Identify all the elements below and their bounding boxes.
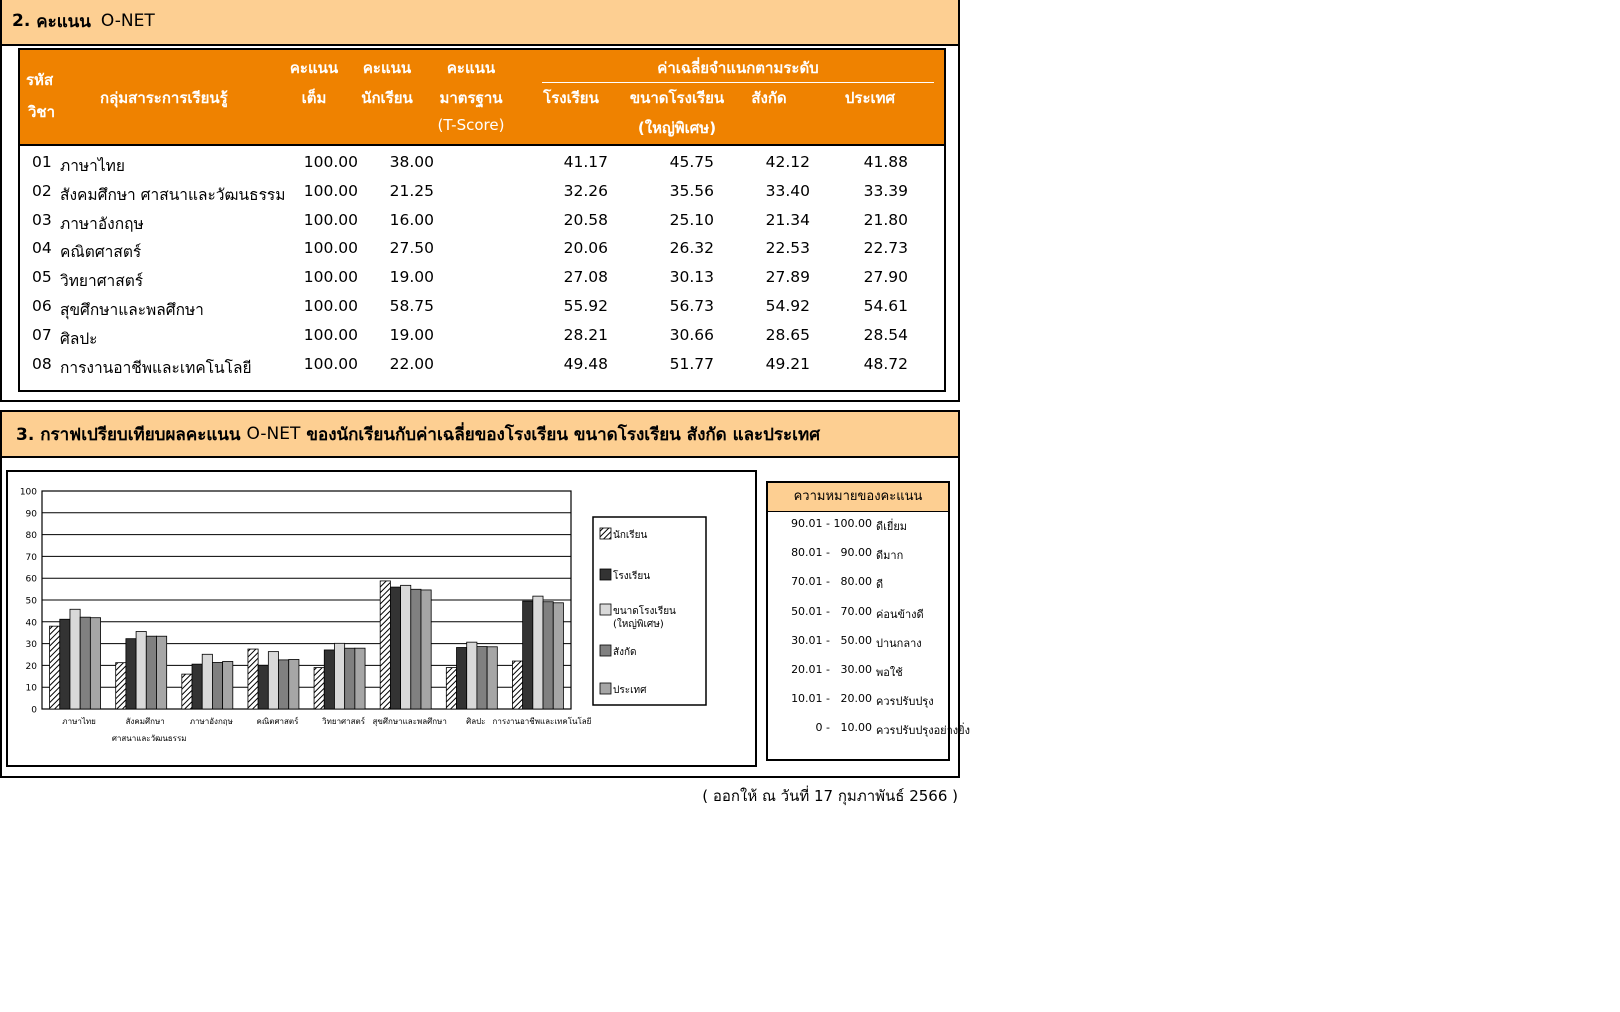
cell-size: 30.13 bbox=[669, 268, 714, 287]
bar-4-2 bbox=[223, 661, 233, 709]
section2-suffix: O-NET bbox=[100, 11, 155, 31]
table-row bbox=[20, 265, 944, 295]
category-label: ภาษาอังกฤษ bbox=[189, 717, 233, 726]
y-tick-label: 90 bbox=[25, 509, 37, 520]
cell-country: 54.61 bbox=[863, 297, 908, 315]
meaning-range: 0 - 10.00 bbox=[815, 721, 872, 735]
meaning-row bbox=[768, 630, 948, 654]
cell-code: 01 bbox=[32, 153, 52, 171]
legend-label: สังกัด bbox=[613, 647, 637, 658]
th-avg-group: ค่าเฉลี่ยจำแนกตามระดับ bbox=[657, 59, 819, 77]
section3-title-a: 3. กราฟเปรียบเทียบผลคะแนน bbox=[16, 424, 241, 445]
cell-school: 27.08 bbox=[563, 268, 608, 287]
meaning-row bbox=[768, 717, 970, 741]
cell-name: ศิลปะ bbox=[60, 329, 98, 348]
meaning-title: ความหมายของคะแนน bbox=[768, 483, 948, 512]
cell-name: คณิตศาสตร์ bbox=[60, 243, 142, 262]
bar-2-3 bbox=[268, 652, 278, 709]
cell-name: สุขศึกษาและพลศึกษา bbox=[60, 301, 204, 319]
y-tick-label: 70 bbox=[25, 552, 37, 563]
cell-country: 33.39 bbox=[863, 181, 908, 200]
cell-code: 02 bbox=[32, 181, 52, 200]
cell-school: 32.26 bbox=[563, 181, 608, 200]
y-tick-label: 30 bbox=[25, 640, 37, 651]
cell-full: 100.00 bbox=[303, 325, 358, 344]
cell-code: 06 bbox=[32, 297, 52, 315]
cell-school: 20.06 bbox=[563, 239, 608, 258]
cell-country: 41.88 bbox=[863, 153, 908, 171]
cell-name: สังคมศึกษา ศาสนาและวัฒนธรรม bbox=[60, 185, 286, 204]
meaning-row bbox=[768, 688, 948, 712]
bar-3-3 bbox=[279, 660, 289, 709]
legend-swatch bbox=[600, 569, 611, 580]
th-tscore-1: คะแนน bbox=[446, 59, 496, 77]
issued-date: ( ออกให้ ณ วันที่ 17 กุมภาพันธ์ 2566 ) bbox=[702, 787, 958, 805]
meaning-label: ดี bbox=[876, 578, 884, 592]
bar-4-0 bbox=[90, 618, 100, 709]
cell-code: 03 bbox=[32, 210, 52, 229]
bar-2-0 bbox=[70, 609, 80, 709]
cell-full: 100.00 bbox=[303, 354, 358, 373]
bar-1-7 bbox=[523, 601, 533, 709]
cell-student: 27.50 bbox=[389, 239, 434, 258]
bar-2-4 bbox=[334, 643, 344, 709]
y-tick-label: 10 bbox=[25, 683, 37, 694]
meaning-label: พอใช้ bbox=[876, 666, 903, 679]
y-tick-label: 50 bbox=[25, 596, 37, 607]
th-tscore-3: (T-Score) bbox=[437, 116, 505, 134]
meaning-row bbox=[768, 571, 948, 595]
category-label: ภาษาไทย bbox=[62, 717, 96, 726]
legend-label: (ใหญ่พิเศษ) bbox=[613, 619, 664, 630]
bar-0-6 bbox=[446, 668, 456, 709]
cell-name: การงานอาชีพและเทคโนโลยี bbox=[60, 358, 252, 377]
bar-2-1 bbox=[136, 631, 146, 709]
meaning-range: 20.01 - 30.00 bbox=[791, 663, 872, 676]
meaning-range: 30.01 - 50.00 bbox=[791, 633, 872, 647]
cell-size: 45.75 bbox=[669, 153, 714, 171]
bar-0-5 bbox=[380, 581, 390, 709]
cell-name: ภาษาไทย bbox=[60, 157, 125, 175]
meaning-label: ดีมาก bbox=[876, 549, 904, 563]
y-tick-label: 100 bbox=[19, 487, 37, 498]
legend-swatch bbox=[600, 683, 611, 694]
section2-header bbox=[2, 0, 958, 46]
bar-3-5 bbox=[411, 589, 421, 709]
bar-0-7 bbox=[512, 661, 522, 709]
cell-code: 05 bbox=[32, 268, 52, 287]
bar-0-0 bbox=[50, 626, 60, 709]
score-table bbox=[18, 48, 946, 392]
cell-name: วิทยาศาสตร์ bbox=[60, 272, 144, 291]
table-row bbox=[20, 352, 944, 382]
bar-1-5 bbox=[390, 587, 400, 709]
bar-3-7 bbox=[543, 602, 553, 709]
bar-3-1 bbox=[146, 636, 156, 709]
bar-4-1 bbox=[156, 636, 166, 709]
meaning-range: 10.01 - 20.00 bbox=[791, 692, 872, 706]
meaning-row bbox=[768, 601, 948, 625]
bar-0-2 bbox=[182, 674, 192, 709]
cell-student: 19.00 bbox=[389, 268, 434, 287]
bar-3-0 bbox=[80, 617, 90, 709]
meaning-label: ควรปรับปรุง bbox=[876, 695, 934, 709]
y-tick-label: 0 bbox=[31, 705, 37, 716]
th-school: โรงเรียน bbox=[543, 89, 599, 107]
bar-1-3 bbox=[258, 665, 268, 709]
cell-school: 55.92 bbox=[563, 297, 608, 315]
cell-country: 27.90 bbox=[863, 268, 908, 287]
section2-num: 2. bbox=[12, 11, 31, 31]
cell-school: 49.48 bbox=[563, 354, 608, 373]
bar-3-4 bbox=[345, 648, 355, 709]
cell-size: 26.32 bbox=[669, 239, 714, 258]
cell-full: 100.00 bbox=[303, 268, 358, 287]
cell-full: 100.00 bbox=[303, 210, 358, 229]
category-label: วิทยาศาสตร์ bbox=[322, 717, 366, 726]
bar-0-3 bbox=[248, 649, 258, 709]
cell-country: 28.54 bbox=[863, 325, 908, 344]
meaning-range: 90.01 - 100.00 bbox=[791, 517, 872, 530]
table-row bbox=[20, 294, 944, 324]
table-row bbox=[20, 150, 944, 180]
cell-size: 56.73 bbox=[669, 297, 714, 315]
y-tick-label: 80 bbox=[25, 531, 37, 542]
legend-swatch bbox=[600, 604, 611, 615]
table-header bbox=[20, 50, 944, 146]
y-tick-label: 60 bbox=[25, 574, 37, 585]
legend-swatch bbox=[600, 645, 611, 656]
cell-affiliation: 42.12 bbox=[765, 153, 810, 171]
th-student-2: นักเรียน bbox=[361, 89, 413, 107]
cell-school: 20.58 bbox=[563, 210, 608, 229]
bar-1-1 bbox=[126, 639, 136, 709]
cell-code: 08 bbox=[32, 354, 52, 373]
legend-label: ประเทศ bbox=[613, 685, 647, 696]
th-size-1: ขนาดโรงเรียน bbox=[629, 89, 725, 107]
cell-student: 38.00 bbox=[389, 153, 434, 171]
bar-2-6 bbox=[467, 642, 477, 709]
cell-size: 51.77 bbox=[669, 354, 714, 373]
th-full-1: คะแนน bbox=[289, 59, 339, 77]
bar-0-1 bbox=[116, 663, 126, 709]
bar-1-2 bbox=[192, 664, 202, 709]
bar-1-0 bbox=[60, 619, 70, 709]
chart-svg bbox=[8, 472, 755, 765]
cell-full: 100.00 bbox=[303, 297, 358, 315]
category-label: ศาสนาและวัฒนธรรม bbox=[111, 734, 187, 743]
th-full-2: เต็ม bbox=[301, 89, 327, 107]
th-student-1: คะแนน bbox=[362, 59, 412, 77]
meaning-label: ควรปรับปรุงอย่างยิ่ง bbox=[876, 724, 970, 738]
category-label: คณิตศาสตร์ bbox=[256, 717, 299, 726]
table-row bbox=[20, 179, 944, 209]
cell-affiliation: 33.40 bbox=[765, 181, 810, 200]
cell-affiliation: 28.65 bbox=[765, 325, 810, 344]
section3-title-b: O-NET bbox=[246, 424, 301, 444]
meaning-row bbox=[768, 542, 948, 566]
cell-country: 21.80 bbox=[863, 210, 908, 229]
bar-chart bbox=[6, 470, 757, 767]
legend-label: โรงเรียน bbox=[613, 571, 651, 582]
section3-title-c: ของนักเรียนกับค่าเฉลี่ยของโรงเรียน ขนาดโรงเรียน สังกัด และประเทศ bbox=[306, 424, 820, 445]
cell-code: 04 bbox=[32, 239, 52, 258]
th-affiliation: สังกัด bbox=[751, 89, 787, 107]
meaning-range: 50.01 - 70.00 bbox=[791, 604, 872, 618]
cell-student: 19.00 bbox=[389, 325, 434, 344]
cell-full: 100.00 bbox=[303, 181, 358, 200]
onet-score-panel bbox=[0, 0, 960, 402]
meaning-range: 80.01 - 90.00 bbox=[791, 546, 872, 560]
cell-affiliation: 21.34 bbox=[765, 210, 810, 229]
bar-2-5 bbox=[401, 585, 411, 709]
cell-school: 28.21 bbox=[563, 325, 608, 344]
bar-2-2 bbox=[202, 654, 212, 709]
cell-full: 100.00 bbox=[303, 153, 358, 171]
bar-3-6 bbox=[477, 647, 487, 709]
meaning-row bbox=[768, 513, 948, 537]
meaning-row bbox=[768, 659, 948, 683]
th-code-2: วิชา bbox=[28, 103, 56, 121]
table-row bbox=[20, 208, 944, 238]
bar-1-4 bbox=[324, 650, 334, 709]
category-label: การงานอาชีพและเทคโนโลยี bbox=[492, 717, 592, 726]
table-row bbox=[20, 323, 944, 353]
category-label: ศิลปะ bbox=[466, 717, 486, 726]
cell-affiliation: 22.53 bbox=[765, 239, 810, 258]
cell-size: 35.56 bbox=[669, 181, 714, 200]
y-tick-label: 20 bbox=[25, 661, 37, 672]
y-tick-label: 40 bbox=[25, 618, 37, 629]
cell-student: 58.75 bbox=[389, 297, 434, 315]
bar-1-6 bbox=[457, 648, 467, 709]
th-divider bbox=[542, 82, 934, 83]
category-label: สังคมศึกษา bbox=[125, 717, 165, 726]
cell-student: 21.25 bbox=[389, 181, 434, 200]
bar-4-5 bbox=[421, 590, 431, 709]
bar-4-6 bbox=[487, 647, 497, 709]
bar-0-4 bbox=[314, 668, 324, 709]
cell-affiliation: 54.92 bbox=[765, 297, 810, 315]
table-row bbox=[20, 236, 944, 266]
meaning-range: 70.01 - 80.00 bbox=[791, 575, 872, 589]
cell-code: 07 bbox=[32, 325, 52, 344]
legend-label: นักเรียน bbox=[613, 530, 648, 541]
legend-label: ขนาดโรงเรียน bbox=[613, 606, 676, 617]
cell-country: 22.73 bbox=[863, 239, 908, 258]
cell-student: 16.00 bbox=[389, 210, 434, 229]
cell-full: 100.00 bbox=[303, 239, 358, 258]
meaning-label: ดีเยี่ยม bbox=[876, 520, 908, 533]
cell-size: 30.66 bbox=[669, 325, 714, 344]
meaning-label: ค่อนข้างดี bbox=[876, 607, 924, 621]
score-meaning-legend bbox=[766, 481, 970, 761]
cell-country: 48.72 bbox=[863, 354, 908, 373]
bar-4-4 bbox=[355, 648, 365, 709]
bar-3-2 bbox=[212, 662, 222, 709]
th-tscore-2: มาตรฐาน bbox=[439, 89, 503, 107]
legend-swatch bbox=[600, 528, 611, 539]
cell-affiliation: 27.89 bbox=[765, 268, 810, 287]
meaning-label: ปานกลาง bbox=[876, 636, 922, 650]
bar-2-7 bbox=[533, 596, 543, 709]
section2-title: คะแนน bbox=[36, 11, 91, 32]
th-subject: กลุ่มสาระการเรียนรู้ bbox=[100, 89, 228, 107]
section3-header bbox=[2, 412, 958, 458]
cell-size: 25.10 bbox=[669, 210, 714, 229]
cell-affiliation: 49.21 bbox=[765, 354, 810, 373]
category-label: สุขศึกษาและพลศึกษา bbox=[372, 717, 447, 726]
th-code-1: รหัส bbox=[26, 71, 54, 89]
cell-school: 41.17 bbox=[563, 153, 608, 171]
cell-student: 22.00 bbox=[389, 354, 434, 373]
bar-4-3 bbox=[289, 659, 299, 709]
bar-4-7 bbox=[553, 603, 563, 709]
cell-name: ภาษาอังกฤษ bbox=[60, 214, 144, 233]
th-country: ประเทศ bbox=[844, 89, 896, 107]
th-size-2: (ใหญ่พิเศษ) bbox=[637, 119, 717, 137]
